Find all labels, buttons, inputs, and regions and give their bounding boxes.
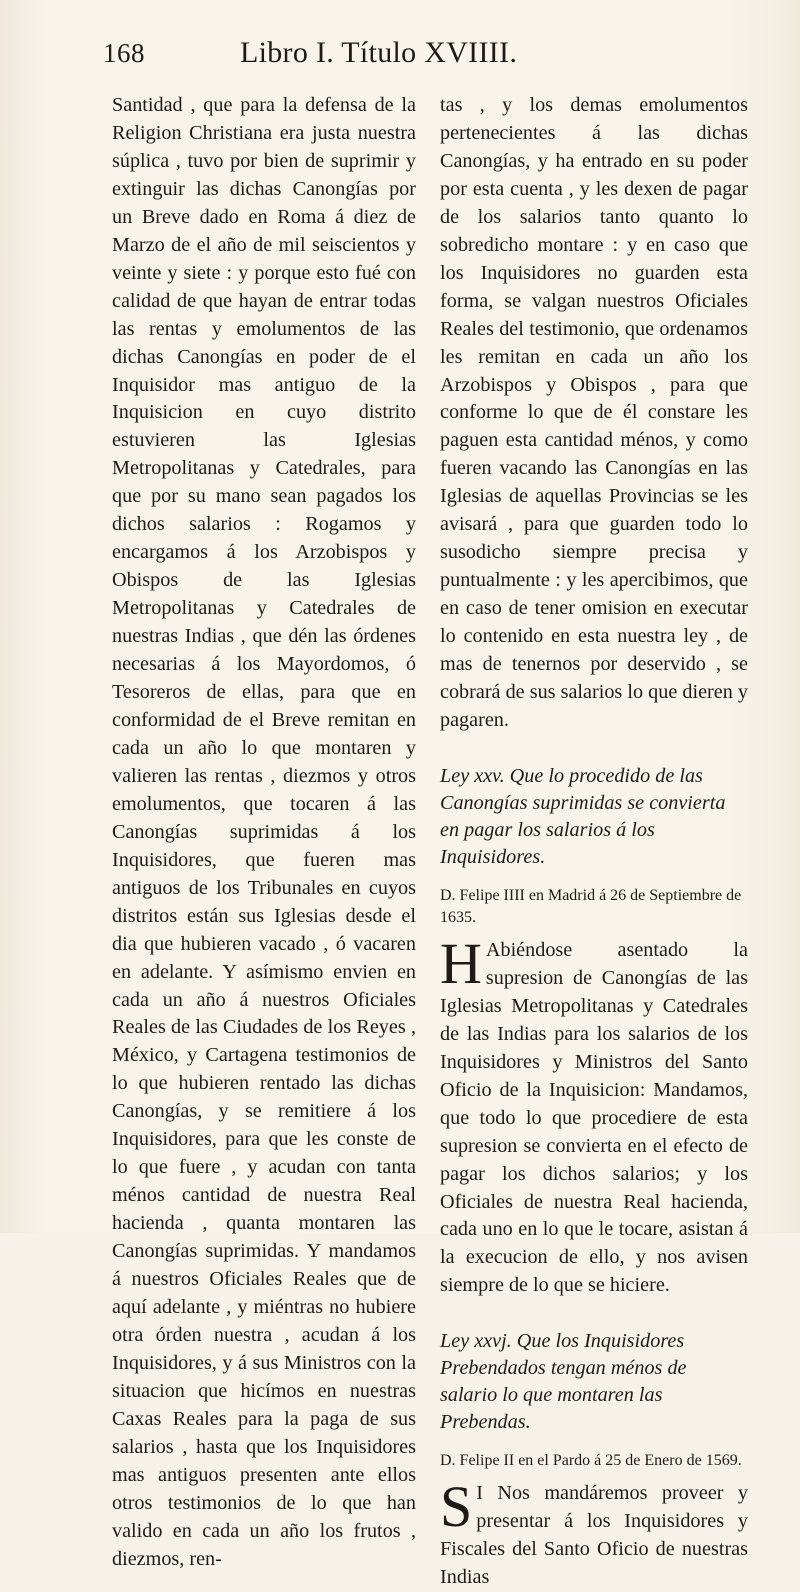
law-25-drop-cap: H: [440, 930, 482, 996]
page-header: [0, 20, 800, 70]
law-25-title: Ley xxv. Que lo procedido de las Canongías suprimidas se convierta en pagar los salarios á los Inquisidores.: [440, 764, 726, 868]
left-column-text: Santidad , que para la defensa de la Religion Christiana era justa nuestra súplica , tuvo por bien de suprimir y extinguir las dichas Canongías por un Breve dado en Roma á diez de Marzo de el año de mil seiscientos y veinte y siete : y porque esto fué con calidad de que hayan de entrar todas las rentas y emolumentos de las dichas Canongías en poder de el Inquisidor mas antiguo de la Inquisicion en cuyo distrito estuvieren las Iglesias Metropolitanas y Catedrales, para que por su mano sean pagados los dichos salarios : Rogamos y encargamos á los Arzobispos y Obispos de las Iglesias Metropolitanas y Catedrales de nuestras Indias , que dén las órdenes necesarias á los Mayordomos, ó Tesoreros de ellas, para que en conformidad de el Breve remitan en cada un año lo que montaren y valieren las rentas , diezmos y otros emolumentos, que tocaren á las Canongías suprimidas á los Inquisidores, que fueren mas antiguos de los Tribunales en cuyos distritos están sus Iglesias desde el dia que hubieren vacado , ó vacaren en adelante. Y asímismo envien en cada un año á nuestros Oficiales Reales de las Ciudades de los Reyes , México, y Cartagena testimonios de lo que hubieren rentado las dichas Canongías, y se remitiere á los Inquisidores, para que les conste de lo que fuere , y acudan con tanta ménos cantidad de nuestra Real hacienda , quanta montaren las Canongías suprimidas. Y mandamos á nuestros Oficiales Reales que de aquí adelante , y miéntras no hubiere otra órden nuestra , acudan á los Inquisidores, y á sus Ministros con la situacion que hicímos en nuestras Caxas Reales para la paga de sus salarios , hasta que los Inquisidores mas antiguos presenten ante ellos otros testimonios de lo que han valido en cada un año los frutos , diezmos, ren-: [112, 94, 416, 1570]
law-26-body-paragraph: [440, 1474, 748, 1592]
running-title: Libro I. Título XVIIII.: [240, 36, 518, 69]
law-26-body: I Nos mandáremos proveer y presentar á los Inquisidores y Fiscales del Santo Oficio de nuestras Indias: [440, 1482, 748, 1589]
law-26-title: Ley xxvj. Que los Inquisidores Prebendados tengan ménos de salario lo que montaren las Prebendas.: [440, 1330, 687, 1434]
left-column: [112, 92, 416, 1574]
law-25-body: Abiéndose asentado la supresion de Canongías de las Iglesias Metropolitanas y Catedrales de las Indias para los salarios de los Inquisidores y Ministros del Santo Oficio de la Inquisicion: Mandamos, que todo lo que procediere de esta supresion se convierta en el efecto de pagar los dichos salarios; y los Oficiales de nuestra Real hacienda, cada uno en lo que le tocare, asistan á la execucion de ello, y nos avisen siempre de lo que se hiciere.: [440, 938, 748, 1297]
law-26-decree: D. Felipe II en el Pardo á 25 de Enero de 1569.: [440, 1452, 742, 1470]
continued-text: tas , y los demas emolumentos pertenecientes á las dichas Canongías, y ha entrado en su poder por esta cuenta , y les dexen de pagar de los salarios tanto quanto lo sobredicho montare : y en caso que los Inquisidores no guarden esta forma, se valgan nuestros Oficiales Reales del testimonio, que ordenamos les remitan en cada un año los Arzobispos y Obispos , para que conforme lo que de él constare les paguen esta cantidad ménos, y como fueren vacando las Canongías en las Iglesias de aquellas Provincias se les avisará , para que guarden todo lo susodicho siempre precisa y puntualmente : y les apercibimos, que en caso de tener omision en executar lo contenido en esta nuestra ley , de mas de tenernos por deservido , se cobrará de sus salarios lo que dieren y pagaren.: [440, 94, 748, 731]
page-number: 168: [103, 38, 145, 68]
law-25-body-paragraph: [440, 930, 748, 1300]
law-25-decree: D. Felipe IIII en Madrid á 26 de Septiembre de 1635.: [440, 886, 742, 926]
right-column: [440, 92, 748, 1592]
law-26-drop-cap: S: [440, 1474, 473, 1540]
